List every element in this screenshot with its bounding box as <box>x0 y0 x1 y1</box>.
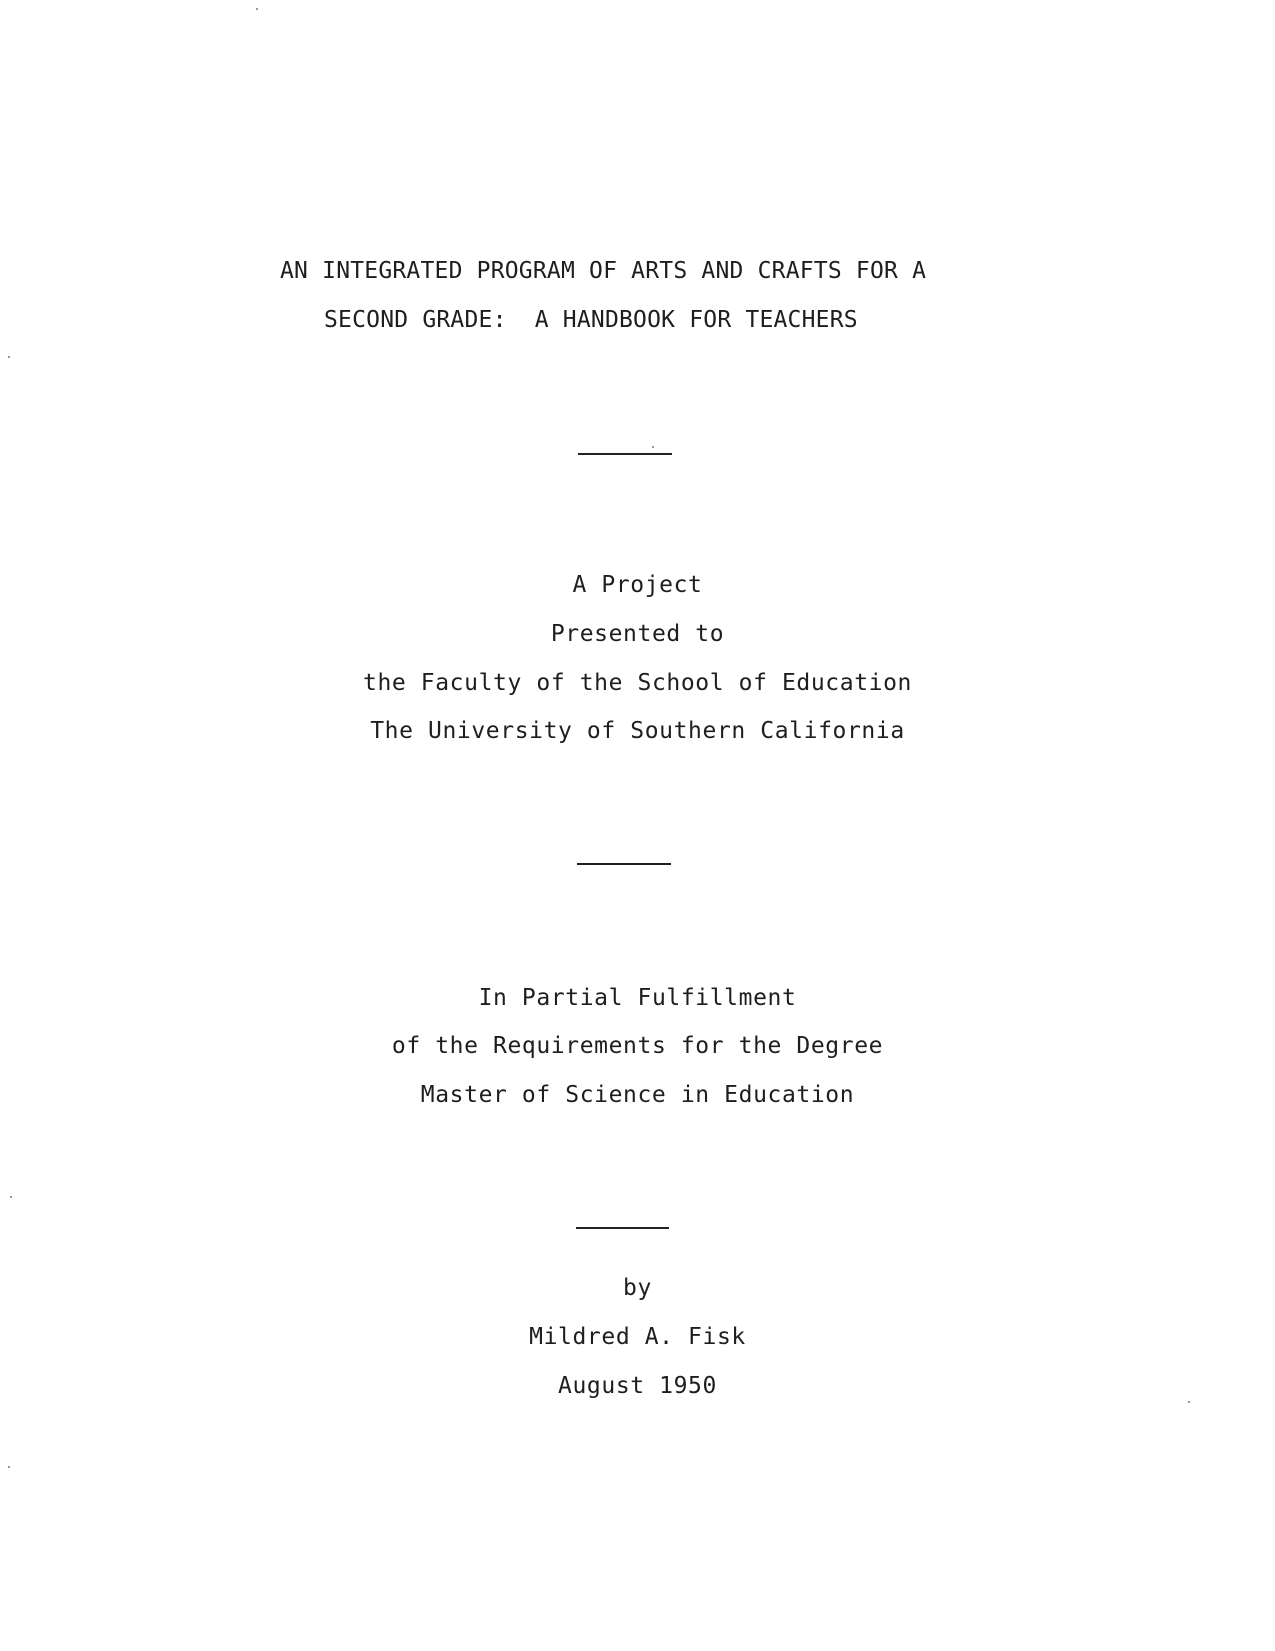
author-name: Mildred A. Fisk <box>529 1324 746 1350</box>
divider-rule-2 <box>577 863 671 865</box>
date-line: August 1950 <box>558 1373 717 1399</box>
requirements-line: of the Requirements for the Degree <box>391 1033 884 1059</box>
divider-rule-1 <box>578 453 672 455</box>
title-line-1: AN INTEGRATED PROGRAM OF ARTS AND CRAFTS FOR A <box>280 258 927 284</box>
presented-to: Presented to <box>550 621 725 647</box>
university-line: The University of Southern California <box>370 718 905 744</box>
scan-speck <box>8 1466 10 1468</box>
project-label: A Project <box>572 572 703 598</box>
degree-line: Master of Science in Education <box>420 1082 855 1108</box>
by-label: by <box>623 1275 652 1301</box>
scan-speck <box>1188 1401 1190 1403</box>
divider-rule-3 <box>576 1227 669 1229</box>
partial-fulfillment: In Partial Fulfillment <box>478 985 797 1011</box>
faculty-line: the Faculty of the School of Education <box>363 670 912 696</box>
title-line-2: SECOND GRADE: A HANDBOOK FOR TEACHERS <box>324 307 858 333</box>
scan-speck <box>10 1196 12 1198</box>
scan-speck <box>256 8 258 10</box>
scan-speck <box>8 356 10 358</box>
scan-speck <box>652 446 654 448</box>
